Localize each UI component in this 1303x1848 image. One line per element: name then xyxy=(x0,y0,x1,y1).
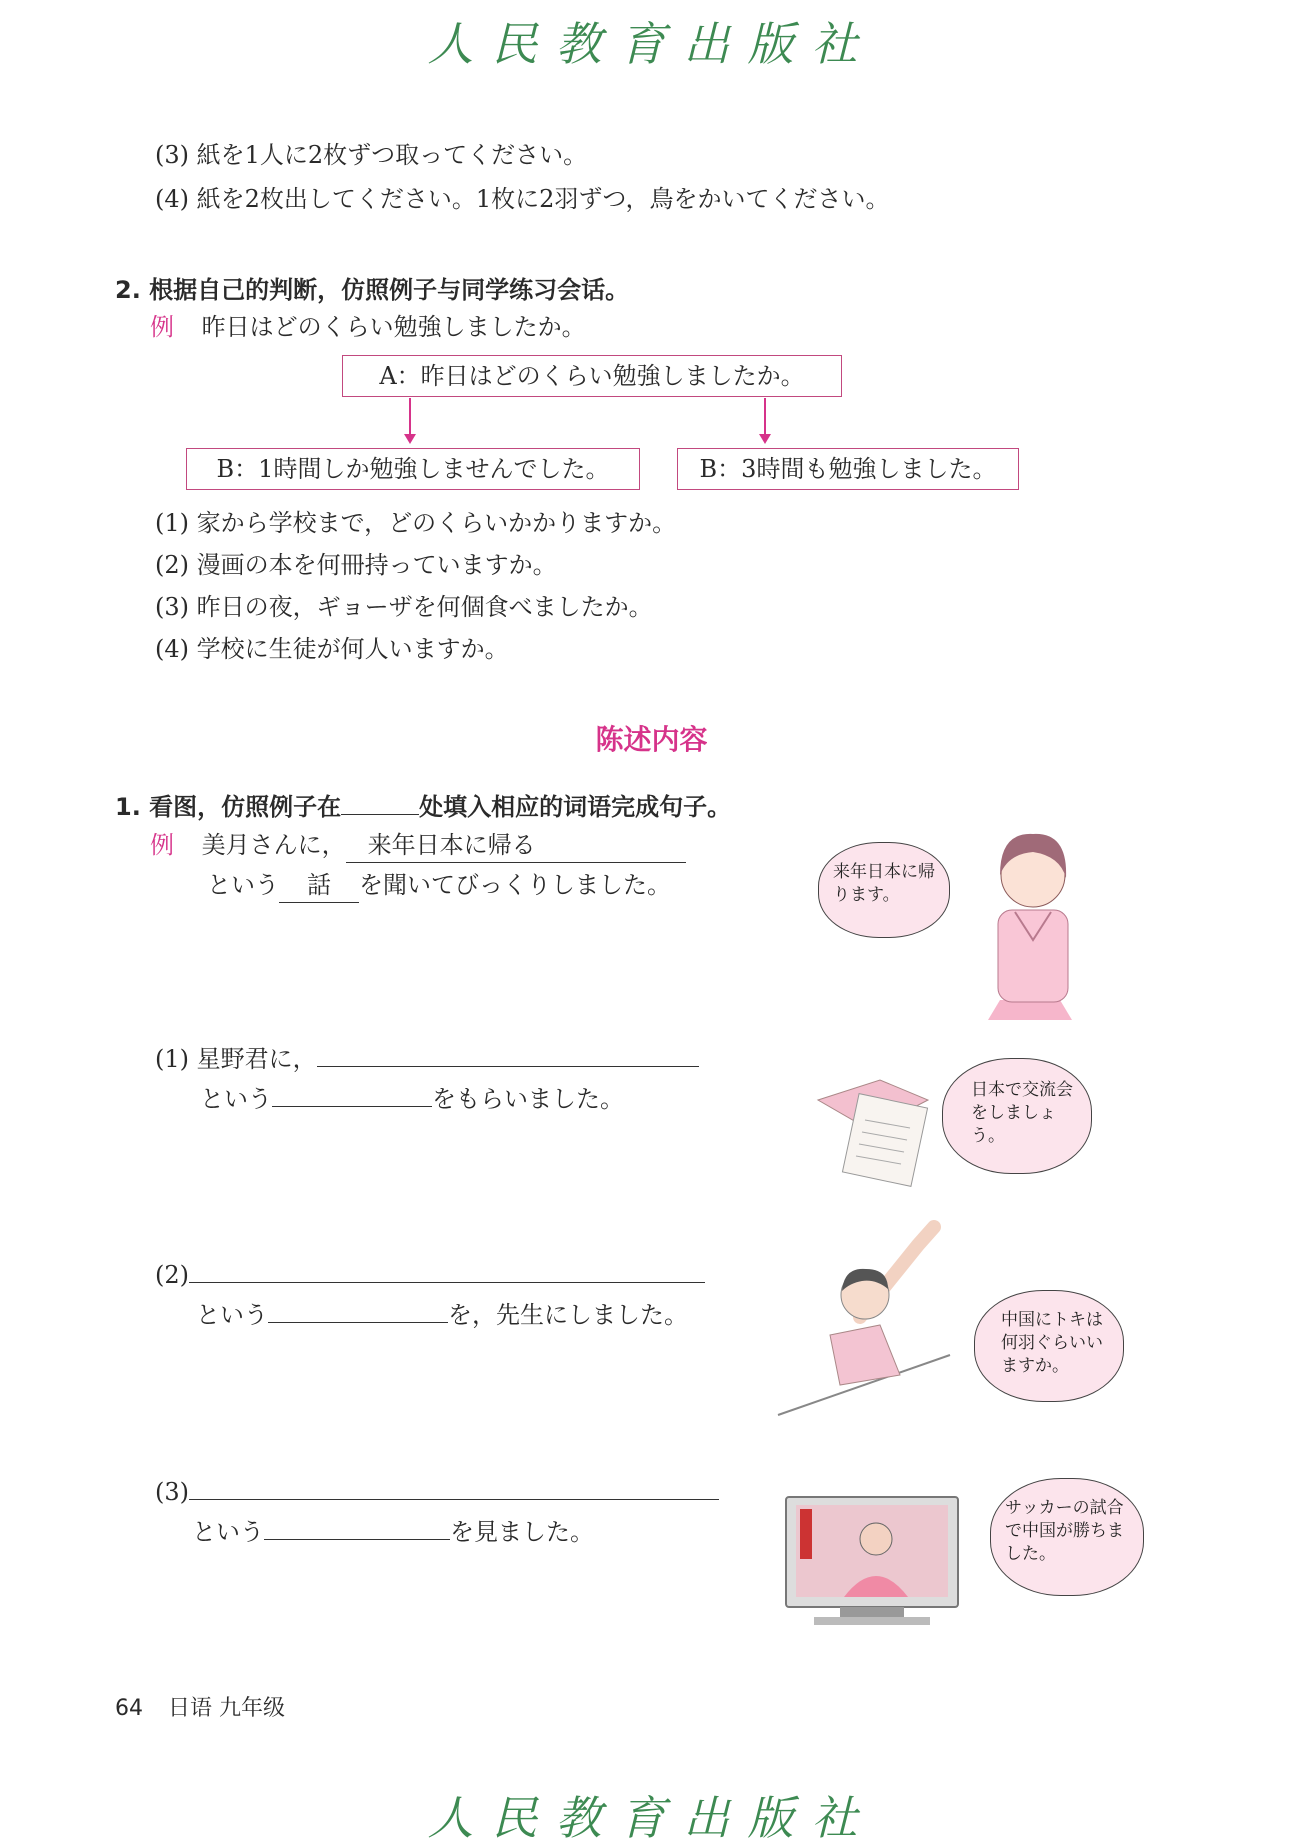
q1-label: (1) 星野君に， xyxy=(155,1045,317,1073)
page-number: 64 xyxy=(115,1696,143,1721)
q2-speech-bubble: 中国にトキは何羽ぐらいいますか。 xyxy=(974,1290,1124,1402)
q2-blank-1[interactable] xyxy=(189,1282,705,1283)
example-question: 昨日はどのくらい勉強しましたか。 xyxy=(201,313,586,341)
q3-line2 xyxy=(192,1515,594,1549)
q1-speech-bubble: 日本で交流会をしましょう。 xyxy=(942,1058,1092,1174)
heading-pre: 1. 看图，仿照例子在 xyxy=(115,793,342,821)
q3-speech-bubble: サッカーの試合で中国が勝ちました。 xyxy=(990,1478,1144,1596)
example-fill-1: 来年日本に帰る xyxy=(346,828,686,863)
dialog-box-a: A：昨日はどのくらい勉強しましたか。 xyxy=(342,355,842,397)
q2-blank-2[interactable] xyxy=(268,1322,448,1323)
q1-blank-2[interactable] xyxy=(272,1106,432,1107)
example-label: 例 xyxy=(150,313,174,341)
book-title: 日语 九年级 xyxy=(168,1696,285,1721)
q1-line2-post: をもらいました。 xyxy=(432,1085,624,1113)
ex2-item-2: (2) 漫画の本を何冊持っていますか。 xyxy=(155,551,557,579)
q3-line2-post: を見ました。 xyxy=(450,1518,594,1546)
ex2-item-3: (3) 昨日の夜，ギョーザを何個食べましたか。 xyxy=(155,593,653,621)
q3-line1 xyxy=(155,1475,719,1509)
q1-blank-1[interactable] xyxy=(317,1066,699,1067)
heading-post: 处填入相应的词语完成句子。 xyxy=(419,793,732,821)
dialog-box-b2: B：3時間も勉強しました。 xyxy=(677,448,1019,490)
exercise-2-heading: 2. 根据自己的判断，仿照例子与同学练习会话。 xyxy=(115,276,630,304)
q2-line2-pre: という xyxy=(196,1301,268,1329)
q2-line2 xyxy=(196,1298,688,1332)
ex2-item-1: (1) 家から学校まで，どのくらいかかりますか。 xyxy=(155,509,677,537)
ex1-example-line2 xyxy=(207,868,671,903)
dialog-arrows xyxy=(0,0,1303,480)
q3-blank-1[interactable] xyxy=(189,1499,719,1500)
letter-illustration xyxy=(810,1070,940,1190)
q2-line1 xyxy=(155,1258,705,1292)
ex2-item-4: (4) 学校に生徒が何人いますか。 xyxy=(155,635,509,663)
item-3-top: (3) 紙を1人に2枚ずつ取ってください。 xyxy=(155,141,588,169)
publisher-watermark-top: 人民教育出版社 xyxy=(427,17,876,71)
q2-label: (2) xyxy=(155,1261,189,1289)
exercise-1-heading xyxy=(115,787,731,822)
q3-label: (3) xyxy=(155,1478,189,1506)
q3-line2-pre: という xyxy=(192,1518,264,1546)
q1-line1 xyxy=(155,1042,699,1076)
q1-line2 xyxy=(200,1082,624,1116)
item-4-top: (4) 紙を2枚出してください。1枚に2羽ずつ，鳥をかいてください。 xyxy=(155,185,890,213)
q1-line2-pre: という xyxy=(200,1085,272,1113)
television-illustration xyxy=(784,1495,960,1635)
publisher-watermark-bottom: 人民教育出版社 xyxy=(427,1791,876,1845)
section-title: 陈述内容 xyxy=(595,723,708,756)
example-fill-2: 話 xyxy=(279,868,359,903)
q2-line2-post: を，先生にしました。 xyxy=(448,1301,688,1329)
heading-blank xyxy=(341,814,419,815)
ex1-example-line1 xyxy=(150,828,686,863)
example-pre: 美月さんに， xyxy=(201,831,346,859)
example-line2-pre: という xyxy=(207,871,279,899)
page-footer xyxy=(115,1691,285,1722)
dialog-box-b1: B：1時間しか勉強しませんでした。 xyxy=(186,448,640,490)
example-line2-post: を聞いてびっくりしました。 xyxy=(359,871,671,899)
q3-blank-2[interactable] xyxy=(264,1539,450,1540)
example-speech-bubble: 来年日本に帰ります。 xyxy=(818,842,950,938)
example-label: 例 xyxy=(150,831,174,859)
boy-raising-hand-illustration xyxy=(770,1205,970,1425)
